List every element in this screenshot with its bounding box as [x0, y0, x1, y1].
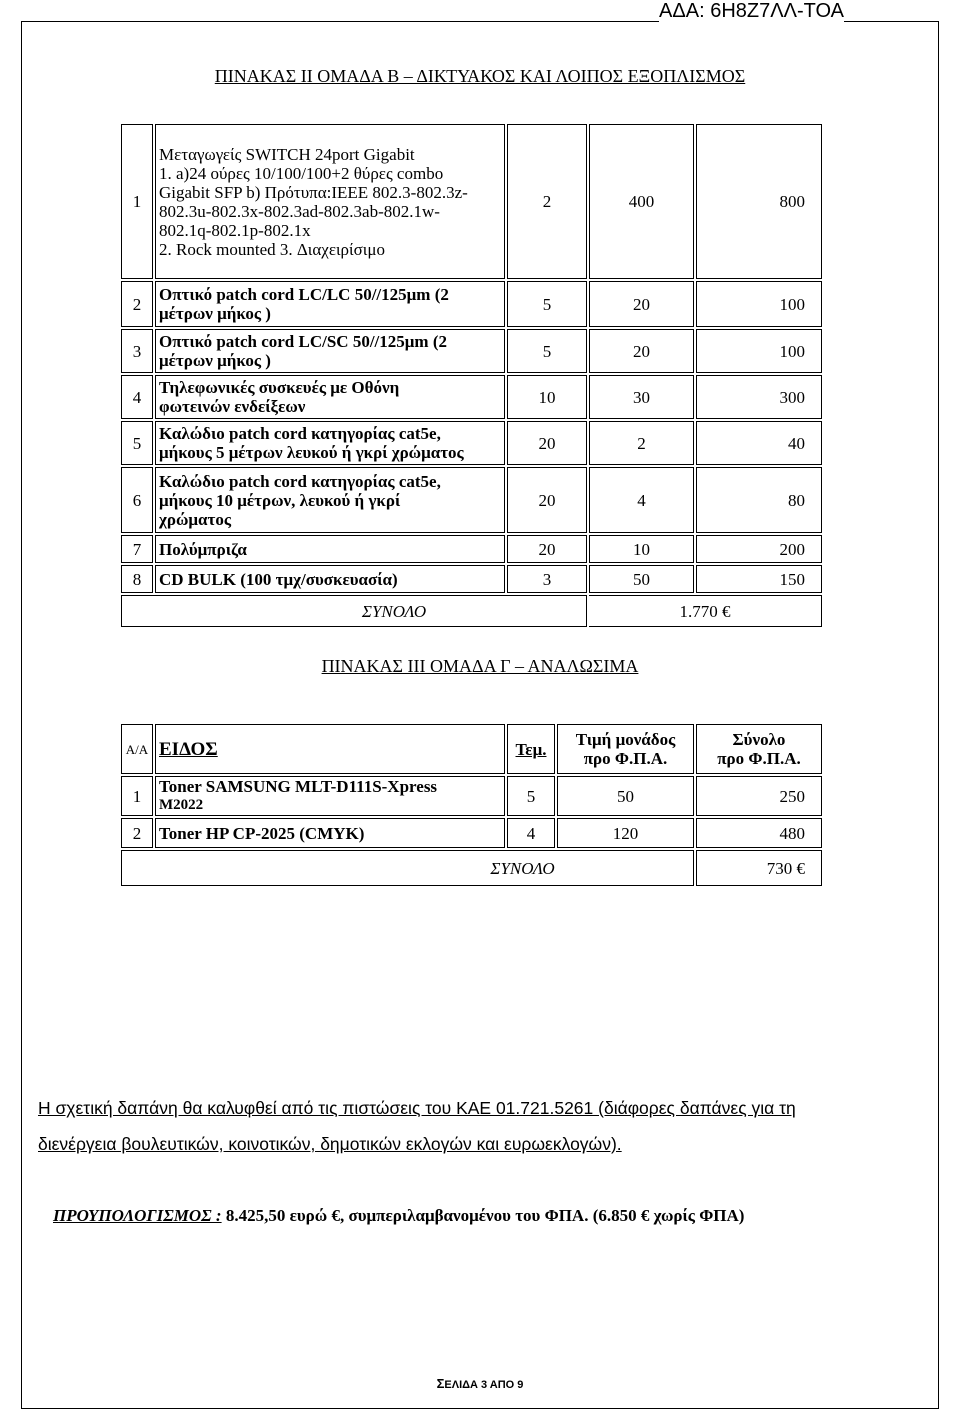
funding-note-line1: Η σχετική δαπάνη θα καλυφθεί από τις πιστώσεις του ΚΑΕ 01.721.5261 (διάφορες δαπάνες για τη — [38, 1098, 796, 1118]
row-number: 1 — [121, 776, 153, 816]
item-total: 480 — [696, 818, 822, 848]
item-total: 800 — [696, 124, 822, 279]
item-quantity: 5 — [507, 281, 587, 327]
total-label: ΣΥΝΟΛΟ — [121, 850, 694, 886]
table-row — [121, 421, 822, 465]
table-row — [121, 818, 822, 848]
table-row — [121, 124, 822, 279]
item-price: 50 — [589, 565, 694, 593]
item-quantity: 20 — [507, 421, 587, 465]
item-description: Οπτικό patch cord LC/SC 50//125μm (2 μέτρων μήκος ) — [155, 329, 505, 373]
equipment-table — [119, 122, 824, 629]
item-total: 80 — [696, 467, 822, 533]
header-price: Τιμή μονάδος προ Φ.Π.Α. — [557, 724, 694, 774]
total-value: 730 € — [696, 850, 822, 886]
item-description: CD BULK (100 τμχ/συσκευασία) — [155, 565, 505, 593]
budget-label: ΠΡΟΥΠΟΛΟΓΙΣΜΟΣ : — [53, 1206, 222, 1225]
item-quantity: 5 — [507, 776, 555, 816]
item-price: 20 — [589, 329, 694, 373]
row-number: 1 — [121, 124, 153, 279]
item-description: Μεταγωγείς SWITCH 24port Gigabit 1. a)24 ούρες 10/100/100+2 θύρες combo Gigabit SFP b) Πρότυπα:IEEE 802.3-802.3z- 802.3u-802.3x-802.3ad-802.3ab-802.1w- 802.1q-802.1p-802.1x 2. Rock mounted 3. Διαχειρίσιμο — [155, 124, 505, 279]
item-quantity: 5 — [507, 329, 587, 373]
item-total: 100 — [696, 281, 822, 327]
item-price: 400 — [589, 124, 694, 279]
item-quantity: 10 — [507, 375, 587, 419]
item-total: 40 — [696, 421, 822, 465]
item-price: 4 — [589, 467, 694, 533]
total-value: 1.770 € — [589, 595, 822, 627]
header-item: ΕΙΔΟΣ — [155, 724, 505, 774]
total-label: ΣΥΝΟΛΟ — [121, 595, 587, 627]
table-row — [121, 375, 822, 419]
item-quantity: 20 — [507, 535, 587, 563]
item-price: 30 — [589, 375, 694, 419]
item-quantity: 4 — [507, 818, 555, 848]
table3-title: ΠΙΝΑΚΑΣ ΙΙΙ ΟΜΑΔΑ Γ – ΑΝΑΛΩΣΙΜΑ — [321, 656, 639, 676]
row-number: 8 — [121, 565, 153, 593]
row-number: 7 — [121, 535, 153, 563]
header-total: Σύνολο προ Φ.Π.Α. — [696, 724, 822, 774]
item-description: Toner SAMSUNG MLT-D111S-Xpress M2022 — [155, 776, 505, 816]
budget-text: 8.425,50 ευρώ €, συμπεριλαμβανομένου του ΦΠΑ. (6.850 € χωρίς ΦΠΑ) — [221, 1206, 745, 1225]
header-qty: Τεμ. — [507, 724, 555, 774]
item-price: 120 — [557, 818, 694, 848]
table-row — [121, 565, 822, 593]
header-row — [121, 724, 822, 774]
item-price: 20 — [589, 281, 694, 327]
table-row — [121, 329, 822, 373]
budget-line — [53, 1206, 744, 1226]
item-price: 2 — [589, 421, 694, 465]
row-number: 5 — [121, 421, 153, 465]
table-row — [121, 467, 822, 533]
header-aa: Α/Α — [121, 724, 153, 774]
item-quantity: 20 — [507, 467, 587, 533]
item-description: Toner HP CP-2025 (CMYK) — [155, 818, 505, 848]
total-row — [121, 595, 822, 627]
table-row — [121, 776, 822, 816]
total-row — [121, 850, 822, 886]
page-number: ΣΕΛΙΔΑ 3 ΑΠΟ 9 — [436, 1376, 524, 1391]
consumables-table — [119, 722, 824, 888]
row-number: 4 — [121, 375, 153, 419]
item-quantity: 3 — [507, 565, 587, 593]
row-number: 6 — [121, 467, 153, 533]
item-total: 200 — [696, 535, 822, 563]
item-description: Τηλεφωνικές συσκευές με Οθόνη φωτεινών ενδείξεων — [155, 375, 505, 419]
item-quantity: 2 — [507, 124, 587, 279]
item-description: Καλώδιο patch cord κατηγορίας cat5e, μήκους 10 μέτρων, λευκού ή γκρί χρώματος — [155, 467, 505, 533]
ada-code: ΑΔΑ: 6Η8Ζ7ΛΛ-ΤΟΑ — [659, 0, 844, 22]
item-total: 100 — [696, 329, 822, 373]
table2-title: ΠΙΝΑΚΑΣ ΙΙ ΟΜΑΔΑ Β – ΔΙΚΤΥΑΚΟΣ ΚΑΙ ΛΟΙΠΟΣ ΕΞΟΠΛΙΣΜΟΣ — [214, 66, 746, 86]
item-description: Οπτικό patch cord LC/LC 50//125μm (2 μέτρων μήκος ) — [155, 281, 505, 327]
item-price: 50 — [557, 776, 694, 816]
table-row — [121, 535, 822, 563]
row-number: 2 — [121, 818, 153, 848]
funding-note-line2: διενέργεια βουλευτικών, κοινοτικών, δημοτικών εκλογών και ευρωεκλογών). — [38, 1134, 622, 1154]
item-total: 150 — [696, 565, 822, 593]
table-row — [121, 281, 822, 327]
item-total: 300 — [696, 375, 822, 419]
row-number: 2 — [121, 281, 153, 327]
item-price: 10 — [589, 535, 694, 563]
item-description: Καλώδιο patch cord κατηγορίας cat5e, μήκους 5 μέτρων λευκού ή γκρί χρώματος — [155, 421, 505, 465]
item-description: Πολύμπριζα — [155, 535, 505, 563]
item-total: 250 — [696, 776, 822, 816]
row-number: 3 — [121, 329, 153, 373]
